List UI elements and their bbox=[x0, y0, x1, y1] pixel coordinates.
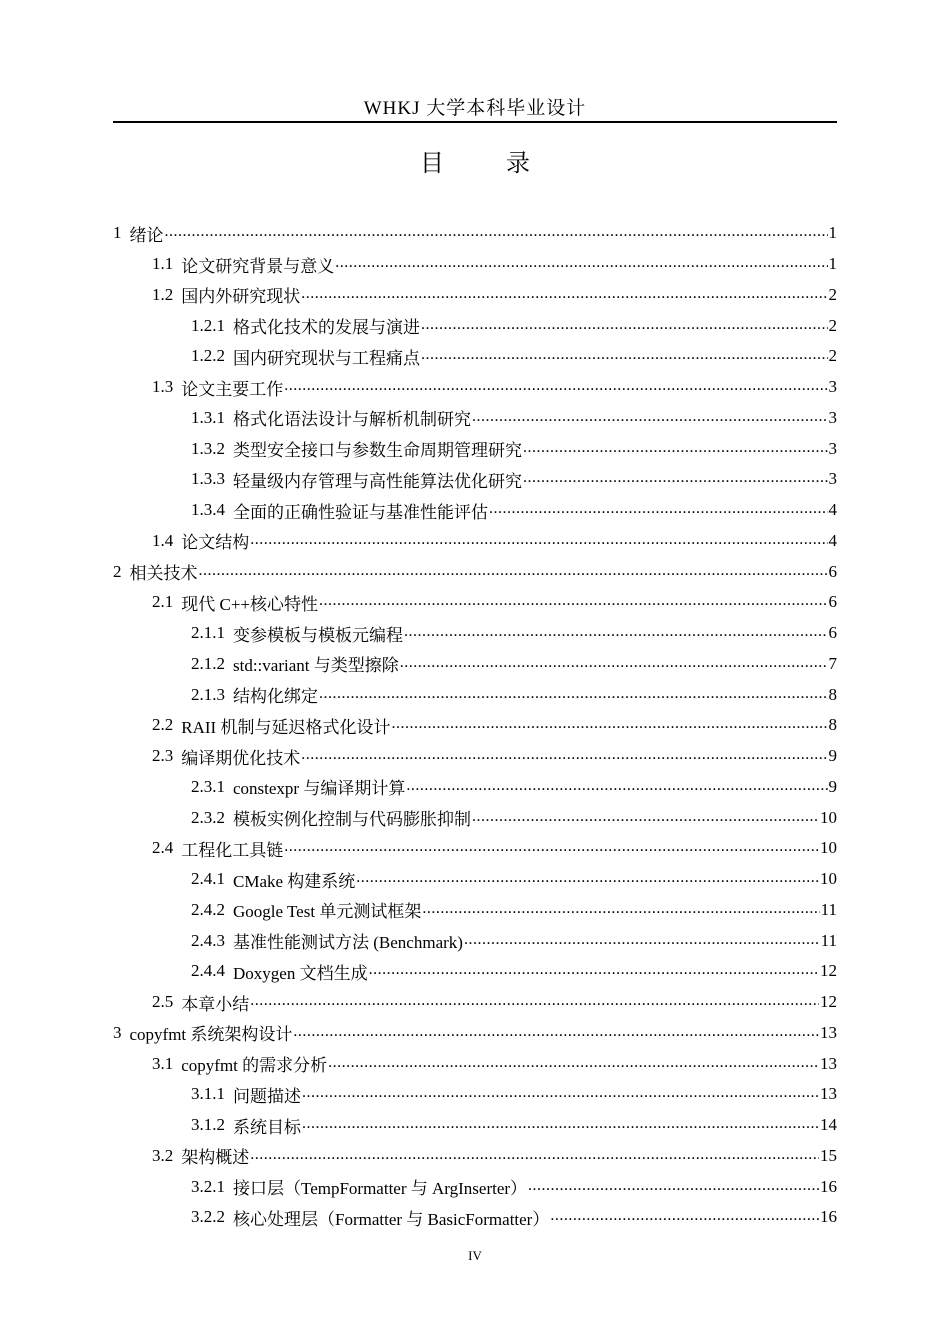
toc-leader-dots bbox=[464, 931, 820, 951]
toc-entry-title: constexpr 与编译期计算 bbox=[233, 779, 406, 799]
toc-entry[interactable] bbox=[113, 526, 837, 557]
toc-entry-page: 2 bbox=[828, 284, 837, 304]
toc-entry-page: 12 bbox=[820, 961, 837, 981]
toc-entry-number: 2.5 bbox=[152, 992, 174, 1012]
toc-leader-dots bbox=[523, 469, 828, 489]
toc-entry-number: 1.3.3 bbox=[191, 469, 225, 489]
toc-entry[interactable] bbox=[113, 218, 837, 249]
toc-entry-page: 4 bbox=[828, 530, 837, 550]
toc-entry-number: 2.1 bbox=[152, 592, 174, 612]
toc-leader-dots bbox=[319, 592, 827, 612]
toc-leader-dots bbox=[302, 1115, 819, 1135]
toc-entry[interactable] bbox=[113, 1018, 837, 1049]
toc-leader-dots bbox=[489, 500, 828, 520]
toc-entry-page: 11 bbox=[820, 930, 837, 950]
toc-entry-page: 6 bbox=[828, 561, 837, 581]
toc-entry[interactable] bbox=[113, 1048, 837, 1079]
toc-leader-dots bbox=[400, 654, 828, 674]
toc-entry-title: 绪论 bbox=[129, 225, 164, 245]
toc-entry-title: 架构概述 bbox=[181, 1148, 250, 1168]
toc-entry-page: 10 bbox=[820, 807, 837, 827]
toc-entry-title: Doxygen 文档生成 bbox=[233, 963, 368, 983]
toc-leader-dots bbox=[335, 254, 827, 274]
toc-entry-page: 2 bbox=[828, 315, 837, 335]
toc-leader-dots bbox=[199, 562, 828, 582]
toc-entry-title: 轻量级内存管理与高性能算法优化研究 bbox=[233, 471, 522, 491]
toc-entry-number: 2.4 bbox=[152, 838, 174, 858]
toc-entry[interactable] bbox=[113, 772, 837, 803]
toc-entry-page: 9 bbox=[828, 746, 837, 766]
header-rule bbox=[113, 121, 837, 123]
toc-entry-title: std::variant 与类型擦除 bbox=[233, 656, 399, 676]
toc-entry-number: 1.2.1 bbox=[191, 315, 225, 335]
toc-entry-page: 6 bbox=[828, 623, 837, 643]
toc-entry-number: 3.1.2 bbox=[191, 1115, 225, 1135]
toc-leader-dots bbox=[319, 685, 828, 705]
toc-entry[interactable] bbox=[113, 249, 837, 280]
toc-leader-dots bbox=[301, 285, 827, 305]
toc-entry-page: 3 bbox=[828, 438, 837, 458]
toc-entry-page: 12 bbox=[820, 992, 837, 1012]
toc-entry-number: 3.2.2 bbox=[191, 1207, 225, 1227]
toc-entry[interactable] bbox=[113, 587, 837, 618]
toc-entry-page: 3 bbox=[828, 377, 837, 397]
toc-entry-title: 全面的正确性验证与基准性能评估 bbox=[233, 502, 488, 522]
toc-entry[interactable] bbox=[113, 280, 837, 311]
toc-entry-title: 类型安全接口与参数生命周期管理研究 bbox=[233, 441, 522, 461]
toc-entry-title: 系统目标 bbox=[233, 1117, 301, 1137]
toc-entry[interactable] bbox=[113, 618, 837, 649]
toc-entry-page: 16 bbox=[820, 1207, 837, 1227]
page-number: IV bbox=[468, 1248, 482, 1263]
toc-leader-dots bbox=[302, 1084, 819, 1104]
toc-entry-page: 10 bbox=[820, 838, 837, 858]
toc-entry-number: 3.1 bbox=[152, 1053, 174, 1073]
toc-leader-dots bbox=[356, 869, 819, 889]
toc-entry[interactable] bbox=[113, 895, 837, 926]
page-title: 目 录 bbox=[420, 151, 558, 177]
toc-leader-dots bbox=[523, 439, 828, 459]
toc-leader-dots bbox=[284, 377, 827, 397]
toc-entry-number: 2.4.2 bbox=[191, 899, 225, 919]
toc-entry-title: 论文主要工作 bbox=[181, 379, 284, 399]
toc-entry[interactable] bbox=[113, 864, 837, 895]
toc-entry-page: 3 bbox=[828, 407, 837, 427]
toc-entry-title: 论文结构 bbox=[181, 533, 250, 553]
toc-entry-title: 基准性能测试方法 (Benchmark) bbox=[233, 933, 463, 953]
toc-entry-title: 论文研究背景与意义 bbox=[181, 256, 335, 276]
toc-entry-number: 1.2 bbox=[152, 284, 174, 304]
toc-entry-page: 4 bbox=[828, 500, 837, 520]
toc-entry-title: 相关技术 bbox=[129, 564, 198, 584]
toc-entry-title: 格式化语法设计与解析机制研究 bbox=[233, 410, 471, 430]
toc-entry-number: 1.4 bbox=[152, 530, 174, 550]
toc-leader-dots bbox=[301, 746, 827, 766]
toc-entry[interactable] bbox=[113, 310, 837, 341]
toc-entry-number: 2.3.1 bbox=[191, 776, 225, 796]
toc-leader-dots bbox=[421, 346, 828, 366]
toc-entry-title: 本章小结 bbox=[181, 994, 250, 1014]
toc-entry-number: 1.3.2 bbox=[191, 438, 225, 458]
toc-entry-page: 8 bbox=[828, 715, 837, 735]
toc-entry-number: 2.1.1 bbox=[191, 623, 225, 643]
toc-entry[interactable] bbox=[113, 1079, 837, 1110]
toc-entry-number: 1.3.4 bbox=[191, 500, 225, 520]
toc-entry-page: 3 bbox=[828, 469, 837, 489]
toc-entry-page: 1 bbox=[828, 223, 837, 243]
toc-entry-number: 1.3.1 bbox=[191, 407, 225, 427]
toc-leader-dots bbox=[250, 992, 819, 1012]
toc-entry[interactable] bbox=[113, 433, 837, 464]
toc-entry[interactable] bbox=[113, 1171, 837, 1202]
toc-entry-page: 14 bbox=[820, 1115, 837, 1135]
toc-entry[interactable] bbox=[113, 403, 837, 434]
toc-leader-dots bbox=[391, 715, 827, 735]
toc-entry-page: 10 bbox=[820, 869, 837, 889]
toc-entry-number: 2 bbox=[113, 561, 122, 581]
toc-entry-title: 现代 C++核心特性 bbox=[181, 594, 319, 614]
toc-entry[interactable] bbox=[113, 1110, 837, 1141]
toc-leader-dots bbox=[328, 1054, 819, 1074]
toc-entry-number: 3 bbox=[113, 1022, 122, 1042]
toc-entry-title: RAII 机制与延迟格式化设计 bbox=[181, 717, 391, 737]
toc-leader-dots bbox=[421, 316, 828, 336]
toc-entry[interactable] bbox=[113, 802, 837, 833]
toc-entry-page: 11 bbox=[820, 899, 837, 919]
toc-entry-number: 2.2 bbox=[152, 715, 174, 735]
toc-entry-number: 1 bbox=[113, 223, 122, 243]
toc-entry[interactable] bbox=[113, 649, 837, 680]
toc-leader-dots bbox=[550, 1207, 819, 1227]
toc-entry[interactable] bbox=[113, 1202, 837, 1233]
toc-entry-title: 工程化工具链 bbox=[181, 840, 284, 860]
toc-entry-page: 13 bbox=[820, 1053, 837, 1073]
toc-entry-page: 8 bbox=[828, 684, 837, 704]
toc-leader-dots bbox=[404, 623, 828, 643]
toc-entry[interactable] bbox=[113, 833, 837, 864]
toc-entry-page: 16 bbox=[820, 1176, 837, 1196]
toc-entry-page: 6 bbox=[828, 592, 837, 612]
toc-leader-dots bbox=[369, 961, 819, 981]
table-of-contents bbox=[113, 218, 837, 1233]
toc-entry-title: Google Test 单元测试框架 bbox=[233, 902, 422, 922]
toc-entry-number: 1.3 bbox=[152, 377, 174, 397]
toc-entry[interactable] bbox=[113, 679, 837, 710]
toc-entry-number: 2.1.3 bbox=[191, 684, 225, 704]
toc-entry-number: 2.3 bbox=[152, 746, 174, 766]
toc-entry-title: copyfmt 的需求分析 bbox=[181, 1056, 328, 1076]
page-header: WHKJ 大学本科毕业设计 bbox=[363, 98, 587, 119]
toc-entry-number: 2.4.3 bbox=[191, 930, 225, 950]
toc-entry-title: 国内外研究现状 bbox=[181, 287, 301, 307]
toc-leader-dots bbox=[250, 531, 827, 551]
toc-entry[interactable] bbox=[113, 987, 837, 1018]
toc-entry-title: 接口层（TempFormatter 与 ArgInserter） bbox=[233, 1179, 528, 1199]
toc-entry-title: 变参模板与模板元编程 bbox=[233, 625, 403, 645]
toc-leader-dots bbox=[284, 838, 819, 858]
toc-entry[interactable] bbox=[113, 341, 837, 372]
toc-entry-page: 1 bbox=[828, 254, 837, 274]
toc-entry-page: 9 bbox=[828, 776, 837, 796]
toc-entry-title: 编译期优化技术 bbox=[181, 748, 301, 768]
toc-entry-page: 2 bbox=[828, 346, 837, 366]
toc-entry-title: 格式化技术的发展与演进 bbox=[233, 318, 420, 338]
toc-entry-number: 3.1.1 bbox=[191, 1084, 225, 1104]
toc-entry-number: 3.2.1 bbox=[191, 1176, 225, 1196]
toc-entry[interactable] bbox=[113, 495, 837, 526]
toc-entry-title: 核心处理层（Formatter 与 BasicFormatter） bbox=[233, 1209, 550, 1229]
toc-entry-page: 15 bbox=[820, 1145, 837, 1165]
toc-entry[interactable] bbox=[113, 741, 837, 772]
toc-leader-dots bbox=[528, 1177, 819, 1197]
toc-entry-number: 2.4.1 bbox=[191, 869, 225, 889]
toc-entry-number: 1.2.2 bbox=[191, 346, 225, 366]
toc-entry-title: CMake 构建系统 bbox=[233, 871, 356, 891]
toc-entry-title: 问题描述 bbox=[233, 1086, 301, 1106]
toc-entry-page: 13 bbox=[820, 1022, 837, 1042]
toc-entry-title: 结构化绑定 bbox=[233, 687, 318, 707]
toc-leader-dots bbox=[406, 777, 827, 797]
toc-entry[interactable] bbox=[113, 556, 837, 587]
toc-leader-dots bbox=[472, 408, 828, 428]
toc-entry-title: copyfmt 系统架构设计 bbox=[129, 1025, 293, 1045]
toc-entry[interactable] bbox=[113, 372, 837, 403]
toc-entry-title: 模板实例化控制与代码膨胀抑制 bbox=[233, 810, 471, 830]
toc-entry-title: 国内研究现状与工程痛点 bbox=[233, 348, 420, 368]
toc-entry[interactable] bbox=[113, 956, 837, 987]
toc-entry-page: 7 bbox=[828, 653, 837, 673]
toc-entry-number: 3.2 bbox=[152, 1145, 174, 1165]
toc-entry[interactable] bbox=[113, 1141, 837, 1172]
toc-leader-dots bbox=[472, 808, 819, 828]
toc-entry-number: 2.4.4 bbox=[191, 961, 225, 981]
toc-leader-dots bbox=[422, 900, 819, 920]
toc-entry-number: 2.1.2 bbox=[191, 653, 225, 673]
toc-entry-number: 2.3.2 bbox=[191, 807, 225, 827]
toc-entry[interactable] bbox=[113, 925, 837, 956]
toc-entry-number: 1.1 bbox=[152, 254, 174, 274]
toc-entry-page: 13 bbox=[820, 1084, 837, 1104]
toc-leader-dots bbox=[293, 1023, 819, 1043]
toc-entry[interactable] bbox=[113, 710, 837, 741]
toc-leader-dots bbox=[250, 1146, 819, 1166]
toc-entry[interactable] bbox=[113, 464, 837, 495]
toc-leader-dots bbox=[165, 223, 828, 243]
